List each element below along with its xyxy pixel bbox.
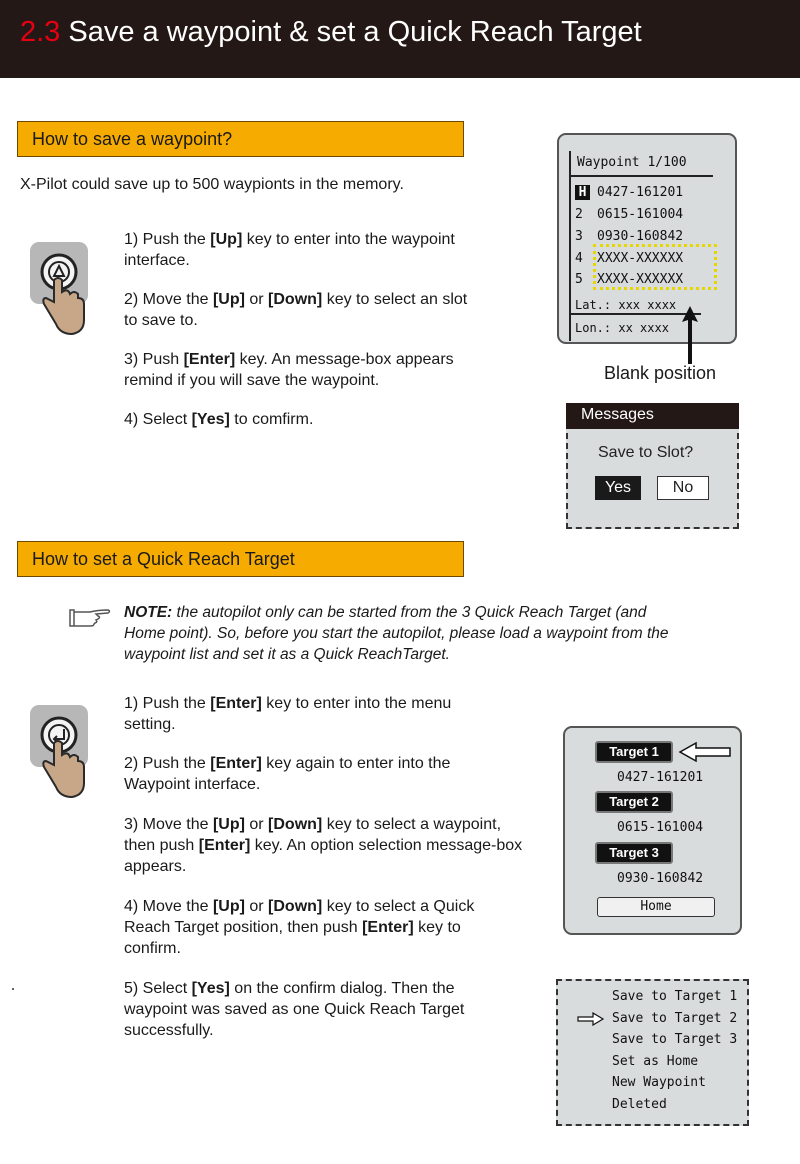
- target-step-1: 1) Push the [Enter] key to enter into the menu setting.: [124, 695, 452, 733]
- home-button[interactable]: Home: [597, 897, 715, 917]
- no-button[interactable]: No: [657, 476, 709, 500]
- blank-slot-highlight: [593, 244, 717, 290]
- option-new-waypoint[interactable]: New Waypoint: [612, 1075, 706, 1090]
- save-step-1: 1) Push the [Up] key to enter into the waypoint interface.: [124, 231, 455, 269]
- target-step-5: 5) Select [Yes] on the confirm dialog. Then the waypoint was saved as one Quick Reach Target successfully.: [124, 980, 465, 1039]
- save-waypoint-heading: How to save a waypoint?: [17, 121, 464, 157]
- target-2-tag: Target 2: [595, 791, 673, 813]
- waypoint-row: H 0427-161201: [575, 185, 683, 200]
- latitude-readout: Lat.: xxx xxxx: [575, 298, 677, 312]
- waypoint-screen-title: Waypoint 1/100: [577, 155, 687, 170]
- target-step-3: 3) Move the [Up] or [Down] key to select a waypoint, then push [Enter] key. An option selection message-box appears.: [124, 816, 523, 875]
- section-number: 2.3: [20, 16, 61, 48]
- option-save-target-3[interactable]: Save to Target 3: [612, 1032, 738, 1047]
- option-set-as-home[interactable]: Set as Home: [612, 1054, 699, 1069]
- longitude-readout: Lon.: xx xxxx: [575, 321, 669, 335]
- message-box-title-bar: [566, 403, 739, 429]
- up-key-press-icon: [28, 240, 90, 340]
- message-box-title: Messages: [581, 406, 654, 423]
- autopilot-note: NOTE: the autopilot only can be started from the 3 Quick Reach Target (and Home point). So, before you start the autopilot, please load a waypoint from the waypoint list and set it as a Quick ReachTarget.: [124, 604, 669, 663]
- target-1-value: 0427-161201: [617, 770, 704, 785]
- waypoint-row: 2 0615-161004: [575, 207, 684, 222]
- target-3-tag: Target 3: [595, 842, 673, 864]
- save-intro-text: X-Pilot could save up to 500 waypionts in the memory.: [20, 176, 404, 193]
- arrow-up-icon: [680, 304, 700, 366]
- page-header: [0, 0, 800, 78]
- section-title: Save a waypoint & set a Quick Reach Target: [68, 16, 642, 48]
- waypoint-screen: [557, 133, 737, 344]
- waypoint-row: 3 0930-160842: [575, 229, 684, 244]
- save-step-2: 2) Move the [Up] or [Down] key to select an slot to save to.: [124, 291, 468, 329]
- option-selection-box: [556, 979, 749, 1126]
- waypoint-row: 4 XXXX-XXXXXX: [575, 251, 684, 266]
- note-label: NOTE:: [124, 604, 173, 621]
- message-question: Save to Slot?: [598, 444, 694, 461]
- enter-key-press-icon: [28, 703, 90, 803]
- stray-dot: [12, 988, 14, 990]
- target-2-value: 0615-161004: [617, 820, 704, 835]
- blank-position-caption: Blank position: [604, 363, 717, 383]
- option-save-target-2[interactable]: Save to Target 2: [612, 1011, 738, 1026]
- save-step-3: 3) Push [Enter] key. An message-box appears remind if you will save the waypoint.: [124, 351, 454, 389]
- pointing-hand-icon: [68, 604, 112, 628]
- target-1-tag: Target 1: [595, 741, 673, 763]
- save-step-4: 4) Select [Yes] to comfirm.: [124, 411, 314, 428]
- page-title: [20, 16, 642, 49]
- option-deleted[interactable]: Deleted: [612, 1097, 667, 1112]
- quick-reach-heading: How to set a Quick Reach Target: [17, 541, 464, 577]
- target-3-value: 0930-160842: [617, 871, 704, 886]
- option-save-target-1[interactable]: Save to Target 1: [612, 989, 738, 1004]
- target-step-4: 4) Move the [Up] or [Down] key to select a Quick Reach Target position, then push [Enter] key to confirm.: [124, 898, 475, 957]
- outline-arrow-left-icon: [678, 741, 732, 763]
- waypoint-row: 5 XXXX-XXXXXX: [575, 272, 684, 287]
- target-step-2: 2) Push the [Enter] key again to enter into the Waypoint interface.: [124, 755, 451, 793]
- selection-arrow-right-icon: [577, 1012, 605, 1026]
- yes-button[interactable]: Yes: [595, 476, 641, 500]
